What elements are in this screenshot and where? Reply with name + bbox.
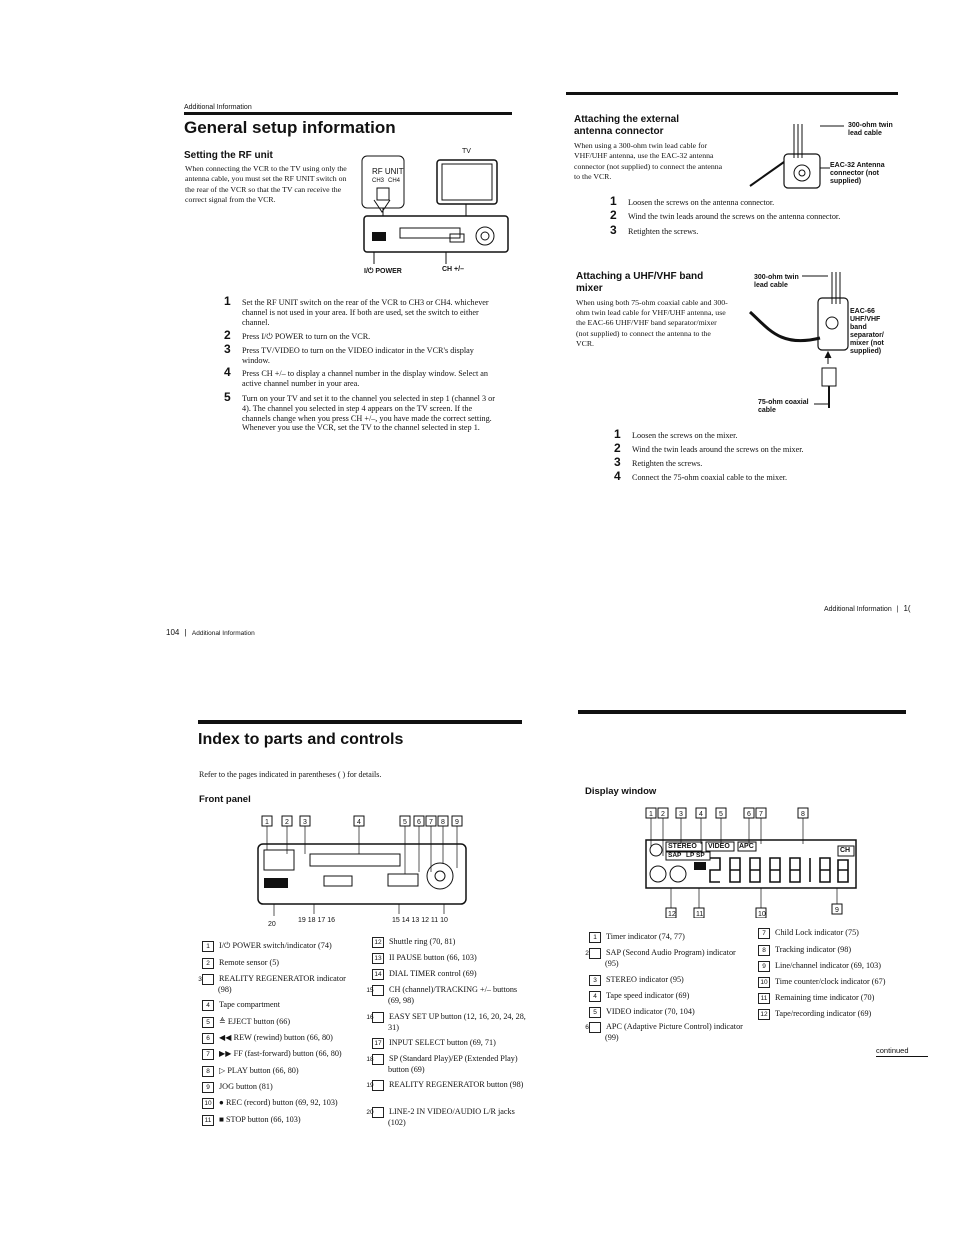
svg-text:9: 9 — [835, 907, 839, 914]
front-item-3: 3 REALITY REGENERATOR indicator (98) — [198, 974, 346, 994]
label-coax: 75-ohm coaxial cable — [758, 399, 809, 414]
svg-text:8: 8 — [801, 811, 805, 818]
front-item-5: 5 ≜ EJECT button (66) — [202, 1017, 362, 1028]
front-panel-heading: Front panel — [199, 794, 251, 805]
mixer-diagram — [740, 268, 900, 420]
ch-label: CH +/– — [442, 266, 464, 273]
display-sap: SAP — [668, 852, 682, 859]
page-number-right: 1( — [903, 604, 911, 613]
display-heading: Display window — [585, 786, 657, 797]
display-item-4: 4 Tape speed indicator (69) — [589, 991, 749, 1002]
label-eac32: EAC-32 Antenna connector (not supplied) — [830, 162, 885, 185]
mixer-step-1: 1 Loosen the screws on the mixer. — [614, 427, 738, 441]
tv-label: TV — [462, 148, 471, 155]
svg-text:4: 4 — [699, 811, 703, 818]
svg-text:10: 10 — [758, 911, 766, 918]
svg-text:7: 7 — [429, 819, 433, 826]
index-intro: Refer to the pages indicated in parentheses ( ) for details. — [199, 770, 382, 779]
display-item-7: 7 Child Lock indicator (75) — [758, 928, 908, 939]
display-item-5: 5 VIDEO indicator (70, 104) — [589, 1007, 749, 1018]
front-item-20: 20 LINE-2 IN VIDEO/AUDIO L/R jacks (102) — [366, 1107, 515, 1127]
rf-diagram — [360, 148, 510, 278]
svg-text:8: 8 — [441, 819, 445, 826]
mixer-heading: Attaching a UHF/VHF band mixer — [576, 271, 704, 294]
svg-text:1: 1 — [649, 811, 653, 818]
front-item-15: 15 CH (channel)/TRACKING +/– buttons (69, 98) — [366, 985, 518, 1005]
mixer-step-4: 4 Connect the 75-ohm coaxial cable to the mixer. — [614, 469, 788, 483]
display-stereo: STEREO — [668, 843, 697, 850]
page-number: 104 — [166, 628, 180, 637]
index-rule-left — [198, 720, 522, 724]
svg-text:12: 12 — [668, 911, 676, 918]
front-item-9: 9 JOG button (81) — [202, 1082, 362, 1093]
label-eac66: EAC-66 UHF/VHF band separator/ mixer (not supplied) — [850, 308, 884, 355]
rf-intro: When connecting the VCR to the TV using only the antenna cable, you must set the RF UNIT switch on the rear of the VCR so that the TV can receive the correct signal from the VCR. — [185, 164, 347, 205]
header-rule — [184, 112, 512, 115]
display-item-11: 11 Remaining time indicator (70) — [758, 993, 908, 1004]
display-ep: EP — [684, 862, 693, 869]
front-item-13: 13 II PAUSE button (66, 103) — [372, 953, 522, 964]
display-item-6: 6 APC (Adaptive Picture Control) indicator (99) — [585, 1022, 743, 1042]
front-item-12: 12 Shuttle ring (70, 81) — [372, 937, 522, 948]
rf-step-1: 1 Set the RF UNIT switch on the rear of the VCR to CH3 or CH4. whichever channel is not used in your area. If both are used, set the switch to either channel. — [224, 294, 489, 327]
svg-text:20: 20 — [268, 921, 276, 928]
header-rule-right — [566, 92, 898, 95]
svg-text:7: 7 — [759, 811, 763, 818]
display-item-1: 1 Timer indicator (74, 77) — [589, 932, 749, 943]
front-panel-diagram — [254, 814, 470, 930]
antenna-step-3: 3 Retighten the screws. — [610, 223, 699, 237]
continued-label: continued — [876, 1046, 909, 1055]
front-item-16: 16 EASY SET UP button (12, 16, 20, 24, 28, 31) — [366, 1012, 526, 1032]
svg-text:2: 2 — [661, 811, 665, 818]
rf-heading: Setting the RF unit — [184, 150, 273, 161]
front-item-7: 7 ▶▶ FF (fast-forward) button (66, 80) — [202, 1049, 367, 1060]
front-item-2: 2 Remote sensor (5) — [202, 958, 362, 969]
svg-text:4: 4 — [357, 819, 361, 826]
mixer-step-2: 2 Wind the twin leads around the screws on the mixer. — [614, 441, 804, 455]
footer-label: Additional Information — [191, 630, 255, 637]
antenna-intro: When using a 300-ohm twin lead cable for VHF/UHF antenna, use the EAC-32 antenna connector (not supplied) to connect the antenna to the VCR. — [574, 141, 723, 182]
front-item-8: 8 ▷ PLAY button (66, 80) — [202, 1066, 362, 1077]
display-item-8: 8 Tracking indicator (98) — [758, 945, 908, 956]
index-title: Index to parts and controls — [198, 731, 404, 748]
display-video: VIDEO — [708, 843, 730, 850]
mixer-step-3: 3 Retighten the screws. — [614, 455, 703, 469]
front-item-17: 17 INPUT SELECT button (69, 71) — [372, 1038, 522, 1049]
rf-step-5: 5 Turn on your TV and set it to the channel you selected in step 1 (channel 3 or 4). The channel you selected in step 4 appears on the TV screen. If the channels change when you press CH +/–, you have made the correct setting. Whenever you use the VCR, set the TV to the channel selected in step 1. — [224, 390, 495, 433]
rf-unit-label: RF UNIT — [372, 167, 404, 176]
svg-text:5: 5 — [403, 819, 407, 826]
display-item-9: 9 Line/channel indicator (69, 103) — [758, 961, 908, 972]
section-label: Additional Information — [184, 104, 252, 111]
ch3-label: CH3 — [372, 178, 385, 184]
rf-step-3: 3 Press TV/VIDEO to turn on the VIDEO indicator in the VCR's display window. — [224, 342, 474, 365]
svg-text:6: 6 — [417, 819, 421, 826]
front-item-18: 18 SP (Standard Play)/EP (Extended Play) button (69) — [366, 1054, 518, 1074]
front-item-14: 14 DIAL TIMER control (69) — [372, 969, 522, 980]
svg-text:3: 3 — [679, 811, 683, 818]
mixer-intro: When using both 75-ohm coaxial cable and 300-ohm twin lead cable for VHF/UHF antenna, use the EAC-66 UHF/VHF band separator/mixer (not supplied) to connect the antenna to the VCR. — [576, 298, 728, 348]
power-label: I/⏻ POWER — [364, 268, 402, 275]
page-footer-left: 104 | Additional Information — [166, 628, 255, 637]
rf-step-2: 2 Press I/⏻ POWER to turn on the VCR. — [224, 328, 371, 342]
page-title: General setup information — [184, 118, 396, 137]
label-twin-lead-mixer: 300-ohm twin lead cable — [754, 274, 799, 289]
display-lpsp: LP SP — [686, 852, 705, 859]
ch4-label: CH4 — [388, 178, 401, 184]
footer-label-right: Additional Information — [824, 606, 892, 613]
display-apc: APC — [739, 843, 754, 850]
front-item-10: 10 ● REC (record) button (69, 92, 103) — [202, 1098, 367, 1109]
display-item-3: 3 STEREO indicator (95) — [589, 975, 749, 986]
front-item-4: 4 Tape compartment — [202, 1000, 362, 1011]
svg-text:1: 1 — [265, 819, 269, 826]
antenna-step-1: 1 Loosen the screws on the antenna connector. — [610, 194, 775, 208]
svg-text:6: 6 — [747, 811, 751, 818]
display-item-10: 10 Time counter/clock indicator (67) — [758, 977, 908, 988]
svg-text:11: 11 — [696, 911, 704, 918]
front-item-11: 11 ■ STOP button (66, 103) — [202, 1115, 362, 1126]
display-item-2: 2 SAP (Second Audio Program) indicator (95) — [585, 948, 736, 968]
label-twin-lead: 300-ohm twin lead cable — [848, 122, 893, 137]
antenna-heading: Attaching the external antenna connector — [574, 114, 680, 137]
front-item-6: 6 ◀◀ REW (rewind) button (66, 80) — [202, 1033, 362, 1044]
display-item-12: 12 Tape/recording indicator (69) — [758, 1009, 908, 1020]
front-item-1: 1 I/⏻ POWER switch/indicator (74) — [202, 941, 362, 952]
display-window-diagram — [640, 806, 860, 918]
display-ch: CH — [840, 847, 851, 854]
svg-text:5: 5 — [719, 811, 723, 818]
antenna-step-2: 2 Wind the twin leads around the screws on the antenna connector. — [610, 208, 841, 222]
page-footer-right: Additional Information | 1( — [824, 604, 911, 613]
svg-text:2: 2 — [285, 819, 289, 826]
index-rule-right — [578, 710, 906, 714]
front-item-19: 19 REALITY REGENERATOR button (98) — [366, 1080, 524, 1089]
svg-text:3: 3 — [303, 819, 307, 826]
continued-rule — [876, 1056, 928, 1057]
svg-text:19 18 17 16: 19 18 17 16 — [298, 917, 335, 924]
rf-step-4: 4 Press CH +/– to display a channel number in the display window. Select an active channel number in your area. — [224, 365, 489, 388]
svg-text:9: 9 — [455, 819, 459, 826]
svg-text:15 14 13 12 11 10: 15 14 13 12 11 10 — [392, 917, 448, 924]
antenna-diagram — [740, 118, 900, 200]
